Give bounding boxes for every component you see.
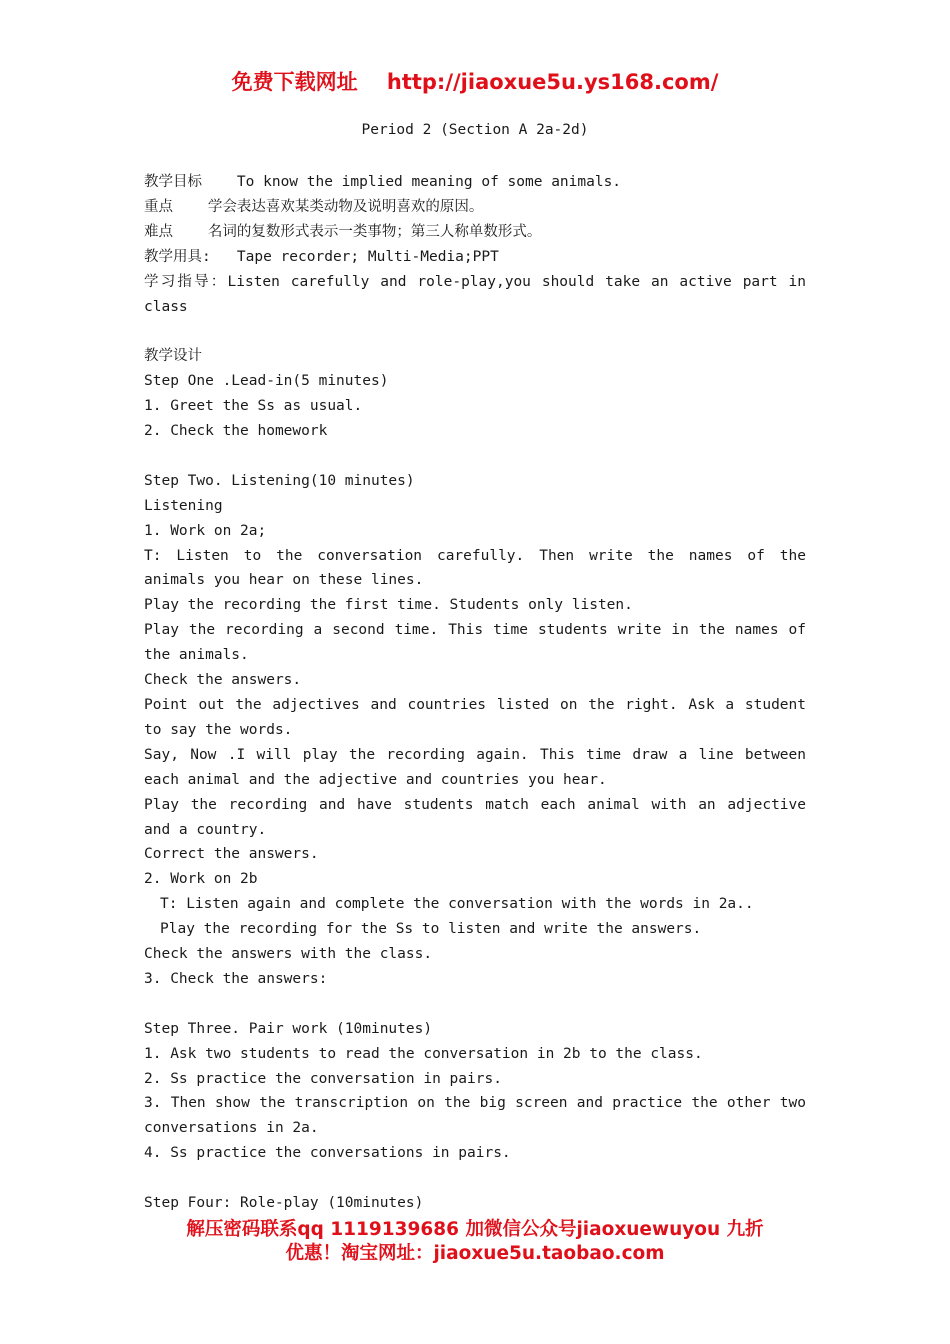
spacer <box>144 444 806 469</box>
learning-guidance: 学习指导：Listen carefully and role-play,you should take an active part in class <box>144 273 815 315</box>
step-two-line: T: Listen to the conversation carefully. Then write the names of the animals you hear on these lines. <box>144 547 815 589</box>
step-two-line: Say, Now .I will play the recording again. This time draw a line between each animal and the adjective and countries you hear. <box>144 746 815 788</box>
step-two-line: 3. Check the answers: <box>144 970 328 987</box>
step-four-heading: Step Four: Role-play (10minutes) <box>144 1195 424 1212</box>
spacer <box>144 992 806 1017</box>
step-two-line: Play the recording for the Ss to listen and write the answers. <box>160 921 702 938</box>
design-title: 教学设计 <box>144 348 202 365</box>
teaching-goal: 教学目标 To know the implied meaning of some animals. <box>144 174 622 190</box>
step-three-line: 1. Ask two students to read the conversation in 2b to the class. <box>144 1045 703 1062</box>
header-banner <box>0 66 950 96</box>
step-three-line: 3. Then show the transcription on the big screen and practice the other two conversations in 2a. <box>144 1095 815 1137</box>
step-two-heading: Step Two. Listening(10 minutes) <box>144 472 415 489</box>
step-one-item: 1. Greet the Ss as usual. <box>144 398 363 415</box>
step-two-line: Correct the answers. <box>144 846 319 863</box>
header-label: 免费下载网址 <box>231 70 358 94</box>
step-one-heading: Step One .Lead-in(5 minutes) <box>144 373 389 390</box>
step-one-item: 2. Check the homework <box>144 423 328 440</box>
step-two-line: Check the answers with the class. <box>144 946 433 963</box>
spacer <box>144 1166 806 1191</box>
step-two-line: 2. Work on 2b <box>144 871 258 888</box>
step-two-line: T: Listen again and complete the conversation with the words in 2a.. <box>160 896 754 913</box>
step-three-line: 4. Ss practice the conversations in pairs. <box>144 1145 511 1162</box>
teaching-tools: 教学用具: Tape recorder; Multi-Media;PPT <box>144 248 499 265</box>
step-two-subheading: Listening <box>144 497 223 514</box>
key-point: 重点 学会表达喜欢某类动物及说明喜欢的原因。 <box>144 198 484 215</box>
footer-line-2: 优惠！淘宝网址：jiaoxue5u.taobao.com <box>285 1243 665 1264</box>
header-download-link[interactable]: http://jiaoxue5u.ys168.com/ <box>386 70 719 94</box>
step-two-line: Play the recording and have students match each animal with an adjective and a country. <box>144 796 815 838</box>
step-two-line: 1. Work on 2a; <box>144 522 267 539</box>
step-two-line: Play the recording the first time. Students only listen. <box>144 597 633 614</box>
step-two-line: Play the recording a second time. This time students write in the names of the animals. <box>144 622 815 664</box>
step-three-heading: Step Three. Pair work (10minutes) <box>144 1020 433 1037</box>
document-body <box>144 170 815 1216</box>
footer-banner <box>0 1218 950 1266</box>
difficulty: 难点 名词的复数形式表示一类事物；第三人称单数形式。 <box>144 223 542 240</box>
document-title: Period 2 (Section A 2a-2d) <box>361 122 589 138</box>
step-three-line: 2. Ss practice the conversation in pairs. <box>144 1070 502 1087</box>
footer-line-1: 解压密码联系qq 1119139686 加微信公众号jiaoxuewuyou 九折 <box>186 1219 764 1240</box>
spacer <box>144 319 806 344</box>
step-two-line: Check the answers. <box>144 672 302 689</box>
step-two-line: Point out the adjectives and countries listed on the right. Ask a student to say the words. <box>144 697 815 738</box>
